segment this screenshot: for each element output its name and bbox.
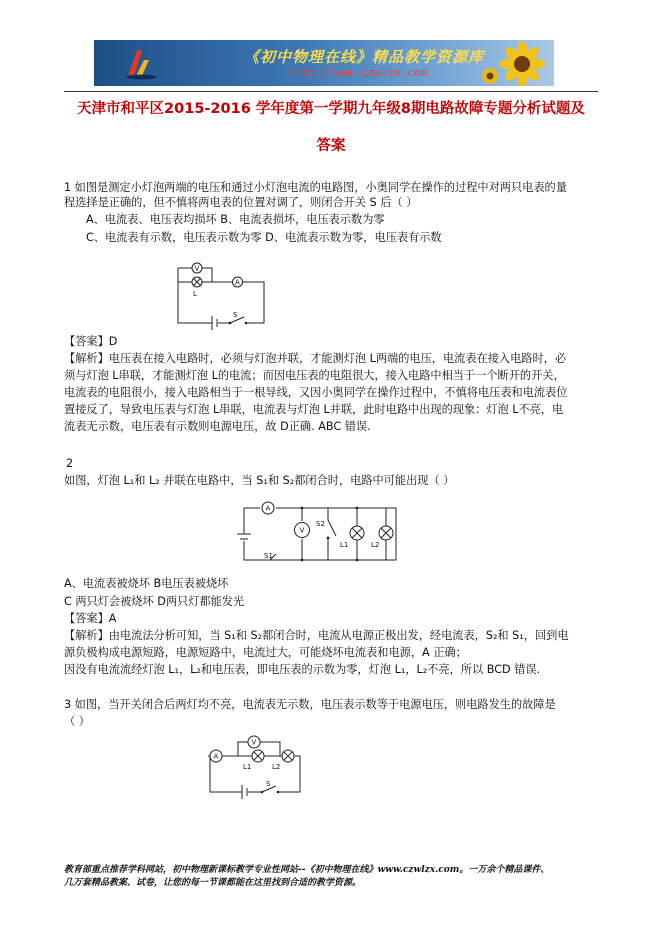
lamp-l1-label: L1	[340, 541, 349, 549]
document-title-line2: 答案	[316, 138, 346, 154]
q2-analysis: 源负极构成电源短路，电源短路中，电流过大，可能烧坏电流表和电源，A 正确；	[64, 646, 467, 659]
switch-s2-label: S2	[316, 520, 325, 528]
q2-analysis: 因没有电流流经灯泡 L₁，L₂和电压表，即电压表的示数为零，灯泡 L₁，L₂不亮，所以 BCD 错误.	[64, 663, 541, 676]
q1-options: A、电流表、电压表均损坏 B、电流表损坏，电压表示数为零	[86, 213, 385, 226]
q1-analysis: 流表无示数，电压表有示数则电源电压，故 D正确. ABC 错误.	[64, 420, 371, 433]
site-logo-icon	[124, 46, 158, 80]
q2-options: A、电流表被烧坏 B电压表被烧坏	[64, 577, 229, 590]
header-banner	[94, 40, 554, 86]
voltmeter-label: V	[299, 526, 305, 535]
q2-analysis: 【解析】由电流法分析可知，当 S₁和 S₂都闭合时，电流从电源正极出发，经电流表，S₂和 S₁，回到电	[64, 629, 569, 642]
q1-analysis: 【解析】电压表在接入电路时，必须与灯泡并联，才能测灯泡 L两端的电压，电流表在接入电路时，必	[64, 352, 567, 365]
q1-answer: 【答案】D	[64, 335, 118, 348]
footer-line: 教育部重点推荐学科网站，初中物理新课标教学专业性网站--《初中物理在线》www.czwlzx.com。一万余个精品课件、	[64, 865, 550, 875]
q1-analysis: 须与灯泡 L串联，才能测灯泡 L的电流；而因电压表的电阻很大，接入电路中相当于一个断开的开关，	[64, 369, 565, 382]
banner-url: http://www.czwlzx.com	[288, 66, 428, 79]
q1-analysis: 电流表的电阻很小，接入电路相当于一根导线，又因小奥同学在操作过程中，不慎将电压表和电流表位	[64, 386, 568, 399]
q1-analysis: 置接反了，导致电压表与灯泡 L串联，电流表与灯泡 L并联，此时电路中出现的现象：灯泡 L不亮，电	[64, 403, 564, 416]
ammeter-label: A	[265, 504, 271, 513]
q1-options: C、电流表有示数，电压表示数为零 D、电流表示数为零，电压表有示数	[86, 231, 442, 244]
lamp-l2-label: L2	[371, 541, 380, 549]
voltmeter-label: V	[251, 738, 257, 747]
q1-stem: 程选择是正确的，但不慎将两电表的位置对调了，则闭合开关 S 后（ ）	[64, 196, 418, 209]
document-title: 天津市和平区2015-2016 学年度第一学期九年级8期电路故障专题分析试题及	[77, 101, 585, 117]
q1-circuit-diagram	[172, 256, 272, 332]
q2-options: C 两只灯会被烧坏 D两只灯都能发光	[64, 595, 245, 608]
lamp-l1-label: L1	[243, 763, 252, 771]
banner-title: 《初中物理在线》精品教学资源库	[244, 48, 485, 66]
q3-circuit-diagram	[202, 732, 312, 802]
lamp-l2-label: L2	[272, 763, 281, 771]
q2-circuit-diagram	[236, 496, 412, 576]
switch-label: S	[266, 780, 271, 788]
q3-stem: （ ）	[64, 715, 90, 728]
switch-s1-label: S1	[264, 552, 273, 560]
ammeter-label: A	[235, 278, 240, 287]
q2-number: 2	[66, 457, 74, 470]
lamp-label: L	[193, 290, 197, 298]
ammeter-label: A	[213, 752, 219, 761]
q1-stem: 1 如图是测定小灯泡两端的电压和通过小灯泡电流的电路图，小奥同学在操作的过程中对两只电表的量	[64, 181, 567, 194]
sunflower-icon	[478, 42, 550, 86]
header-rule	[64, 91, 598, 92]
footer-line: 几万套精品教案、试卷，让您的每一节课都能在这里找到合适的教学资源。	[64, 878, 362, 888]
q3-stem: 3 如图，当开关闭合后两灯均不亮，电流表无示数，电压表示数等于电源电压，则电路发生的故障是	[64, 698, 556, 711]
q2-answer: 【答案】A	[64, 612, 117, 625]
switch-label: S	[233, 311, 238, 319]
q2-stem: 如图，灯泡 L₁和 L₂ 并联在电路中，当 S₁和 S₂都闭合时，电路中可能出现（ ）	[64, 474, 455, 487]
voltmeter-label: V	[194, 264, 200, 273]
page-footer	[64, 864, 604, 890]
